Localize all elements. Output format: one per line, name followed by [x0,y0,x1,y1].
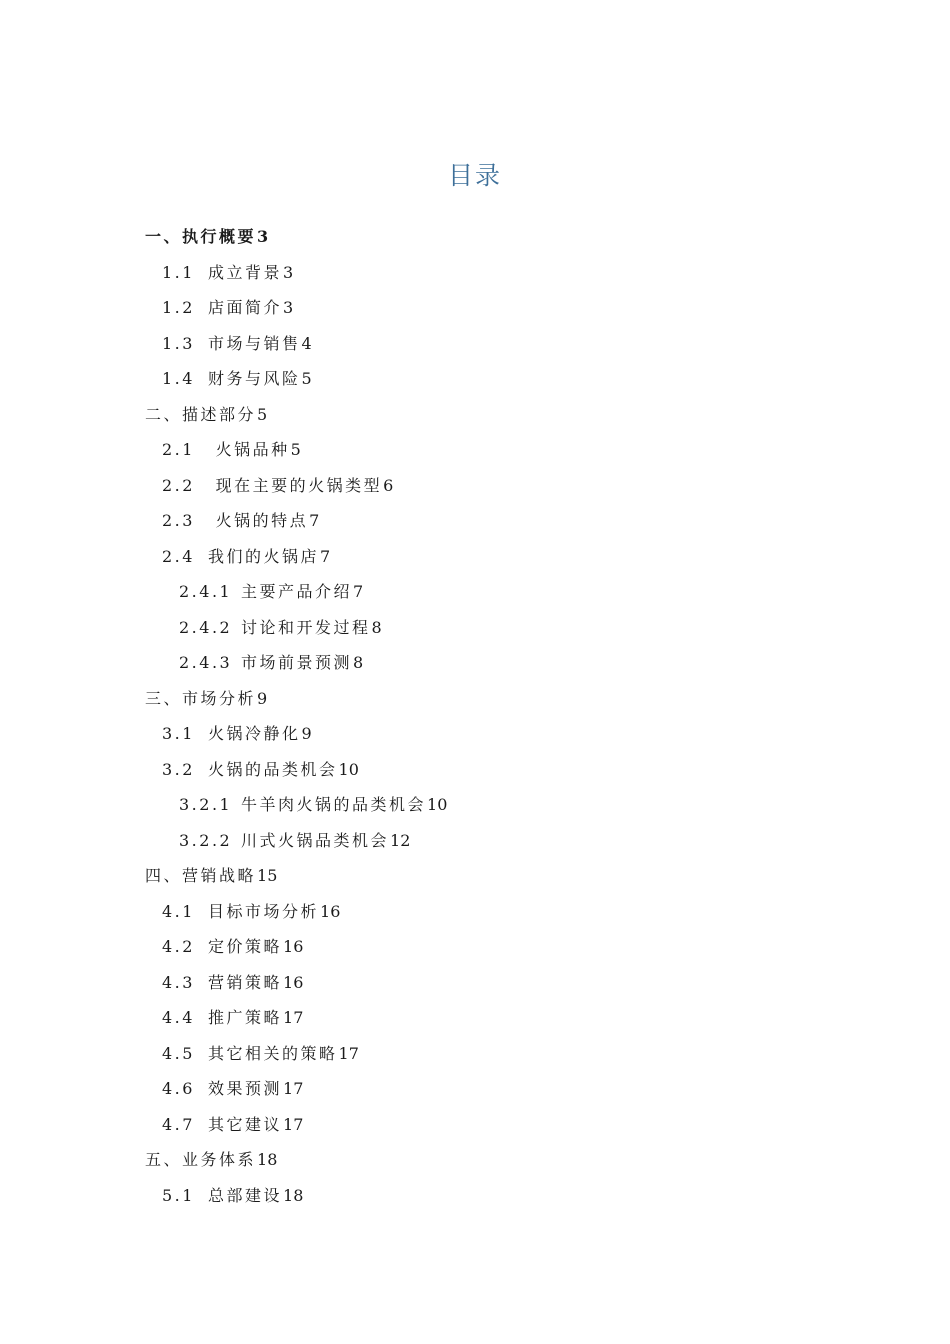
toc-entry-title: 店面简介 [208,298,283,317]
toc-entry-title: 主要产品介绍 [241,582,353,601]
toc-entry-title: 效果预测 [208,1079,283,1098]
toc-entry[interactable] [145,645,845,681]
toc-entry-page-number: 5 [290,440,301,459]
toc-entry-number: 3.2 [162,759,195,779]
toc-entry-title: 成立背景 [208,262,283,282]
toc-entry[interactable] [145,326,845,362]
toc-entry-title: 其它建议 [208,1114,283,1134]
toc-entry[interactable] [145,1107,845,1143]
toc-entry[interactable] [145,965,845,1001]
toc-entry[interactable] [145,1036,845,1072]
toc-entry-page-number: 4 [301,333,312,353]
toc-entry[interactable] [145,290,845,326]
toc-entry[interactable] [145,432,845,468]
toc-entry-page-number: 12 [390,830,411,850]
toc-entry[interactable] [145,858,845,894]
toc-entry[interactable] [145,1178,845,1214]
toc-entry-page-number: 17 [283,1079,304,1098]
toc-entry-number: 2.2 [162,475,195,495]
toc-entry[interactable] [145,574,845,610]
toc-entry-number: 2.4.3 [179,653,233,672]
toc-entry-title: 其它相关的策略 [208,1043,338,1063]
toc-entry-title: 我们的火锅店 [208,546,320,566]
toc-entry-page-number: 16 [283,972,304,992]
toc-entry-number: 2.4.2 [179,617,233,637]
toc-entry-number: 3.1 [162,724,195,743]
toc-entry-title: 讨论和开发过程 [241,617,371,637]
toc-entry-title: 牛羊肉火锅的品类机会 [241,795,427,814]
toc-entry[interactable] [145,787,845,823]
toc-entry-page-number: 6 [383,475,394,495]
toc-entry-title: 现在主要的火锅类型 [208,475,383,495]
toc-entry-title: 财务与风险 [208,369,301,388]
toc-entry[interactable] [145,610,845,646]
toc-entry-title: 定价策略 [208,937,283,956]
toc-entry-number: 3.2.1 [179,795,233,814]
toc-entry-page-number: 9 [301,724,312,743]
toc-entry-title: 火锅品种 [208,440,290,459]
toc-entry-number: 2.1 [162,440,195,459]
toc-entry[interactable] [145,681,845,717]
toc-title: 目录 [447,161,502,190]
toc-entry[interactable] [145,1071,845,1107]
toc-entry-page-number: 16 [320,901,341,921]
toc-entry[interactable] [145,1000,845,1036]
toc-entry-page-number: 3 [257,227,269,246]
toc-entry[interactable] [145,823,845,859]
toc-entry-title: 市场与销售 [208,333,301,353]
toc-entry-number: 1.1 [162,262,195,282]
toc-entry-number: 4.4 [162,1008,195,1027]
toc-entry[interactable] [145,255,845,291]
toc-entry-title: 五、业务体系 [145,1150,257,1169]
toc-entry-page-number: 8 [353,653,364,672]
toc-entry-number: 1.4 [162,369,195,388]
toc-entry-page-number: 9 [257,688,268,708]
toc-entry-page-number: 10 [338,759,359,779]
toc-entry[interactable] [145,752,845,788]
toc-entry-number: 2.4 [162,546,195,566]
toc-entry-page-number: 3 [283,298,294,317]
toc-entry-title: 川式火锅品类机会 [241,830,390,850]
toc-entry-page-number: 3 [283,262,294,282]
toc-entry-number: 2.4.1 [179,582,233,601]
toc-entry-number: 4.2 [162,937,195,956]
toc-entry-page-number: 17 [283,1114,304,1134]
toc-entry[interactable] [145,894,845,930]
toc-entry-title: 一、执行概要 [145,227,257,246]
toc-entry-number: 1.2 [162,298,195,317]
toc-entry-number: 3.2.2 [179,830,233,850]
toc-entry-title: 四、营销战略 [145,866,257,885]
toc-entry-page-number: 7 [309,511,320,530]
toc-list [145,219,845,1213]
toc-entry[interactable] [145,361,845,397]
toc-entry-title: 目标市场分析 [208,901,320,921]
toc-entry-page-number: 7 [353,582,364,601]
toc-entry-number: 2.3 [162,511,195,530]
toc-entry-page-number: 18 [283,1185,304,1205]
toc-entry-title: 火锅的特点 [208,511,309,530]
toc-entry-title: 二、描述部分 [145,404,257,424]
toc-entry-page-number: 15 [257,866,278,885]
toc-entry-title: 营销策略 [208,972,283,992]
toc-entry[interactable] [145,716,845,752]
toc-entry-number: 4.1 [162,901,195,921]
toc-entry-title: 市场前景预测 [241,653,353,672]
toc-entry[interactable] [145,397,845,433]
toc-entry-title: 推广策略 [208,1008,283,1027]
toc-entry-title: 总部建设 [208,1185,283,1205]
toc-entry-page-number: 5 [301,369,312,388]
toc-entry-number: 4.6 [162,1079,195,1098]
toc-entry-number: 4.7 [162,1114,195,1134]
toc-entry-page-number: 17 [283,1008,304,1027]
toc-entry-number: 1.3 [162,333,195,353]
toc-entry-number: 5.1 [162,1185,195,1205]
toc-entry[interactable] [145,503,845,539]
toc-entry-title: 火锅冷静化 [208,724,301,743]
toc-entry-page-number: 17 [338,1043,359,1063]
toc-entry-page-number: 5 [257,404,268,424]
toc-entry-title: 火锅的品类机会 [208,759,338,779]
toc-entry-page-number: 10 [427,795,448,814]
toc-entry-number: 4.5 [162,1043,195,1063]
toc-entry[interactable] [145,929,845,965]
toc-entry[interactable] [145,219,845,255]
toc-entry-number: 4.3 [162,972,195,992]
toc-entry-page-number: 16 [283,937,304,956]
toc-entry[interactable] [145,539,845,575]
toc-entry[interactable] [145,468,845,504]
toc-entry[interactable] [145,1142,845,1178]
toc-entry-page-number: 7 [320,546,331,566]
toc-entry-title: 三、市场分析 [145,688,257,708]
toc-entry-page-number: 18 [257,1150,278,1169]
toc-entry-page-number: 8 [371,617,382,637]
